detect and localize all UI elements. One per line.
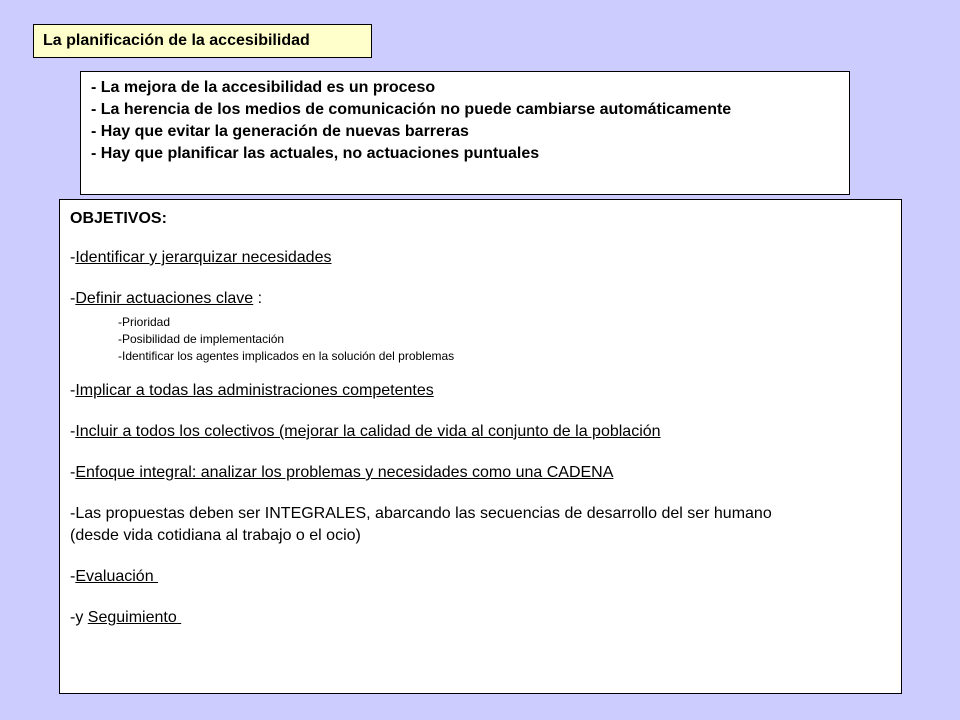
summary-line: - La herencia de los medios de comunicación no puede cambiarse automáticamente bbox=[91, 101, 732, 118]
objective-line: (desde vida cotidiana al trabajo o el ocio) bbox=[70, 527, 361, 544]
objective-prefix: - bbox=[70, 290, 76, 307]
objective-integral-proposals bbox=[70, 503, 901, 547]
objective-involve-administrations bbox=[70, 380, 901, 402]
slide-title-box bbox=[33, 24, 372, 58]
sub-list bbox=[118, 314, 901, 365]
summary-box bbox=[80, 71, 850, 195]
objective-prefix: -y bbox=[70, 609, 88, 626]
sub-item-priority: -Prioridad bbox=[118, 315, 171, 329]
objectives-heading: OBJETIVOS: bbox=[70, 210, 167, 227]
slide-title: La planificación de la accesibilidad bbox=[43, 32, 310, 49]
objective-prefix: - bbox=[70, 249, 76, 266]
objective-integral-approach bbox=[70, 462, 901, 484]
objective-text: Incluir a todos los colectivos (mejorar la calidad de vida al conjunto de la población bbox=[75, 423, 661, 440]
objective-evaluation bbox=[70, 566, 901, 588]
sub-item-agents: -Identificar los agentes implicados en la solución del problemas bbox=[118, 349, 455, 363]
objective-identify bbox=[70, 247, 901, 269]
objective-suffix: : bbox=[253, 290, 263, 307]
objectives-box bbox=[59, 199, 902, 694]
objective-include-groups bbox=[70, 421, 901, 443]
objective-text: Identificar y jerarquizar necesidades bbox=[75, 249, 332, 266]
objective-prefix: - bbox=[70, 382, 76, 399]
objective-prefix: - bbox=[70, 423, 76, 440]
objective-text: Implicar a todas las administraciones competentes bbox=[75, 382, 434, 399]
objective-text: Enfoque integral: analizar los problemas y necesidades como una CADENA bbox=[75, 464, 614, 481]
objective-line: -Las propuestas deben ser INTEGRALES, abarcando las secuencias de desarrollo del ser humano bbox=[70, 505, 772, 522]
summary-line: - Hay que evitar la generación de nuevas barreras bbox=[91, 123, 469, 140]
summary-line: - La mejora de la accesibilidad es un proceso bbox=[91, 79, 436, 96]
objective-prefix: - bbox=[70, 568, 76, 585]
objective-define-actions bbox=[70, 288, 901, 310]
objective-follow-up bbox=[70, 607, 901, 629]
objective-text: Evaluación bbox=[75, 568, 159, 585]
objective-prefix: - bbox=[70, 464, 76, 481]
objective-text: Definir actuaciones clave bbox=[75, 290, 254, 307]
sub-item-implementation: -Posibilidad de implementación bbox=[118, 332, 285, 346]
objective-text: Seguimiento bbox=[87, 609, 182, 626]
summary-line: - Hay que planificar las actuales, no actuaciones puntuales bbox=[91, 145, 540, 162]
